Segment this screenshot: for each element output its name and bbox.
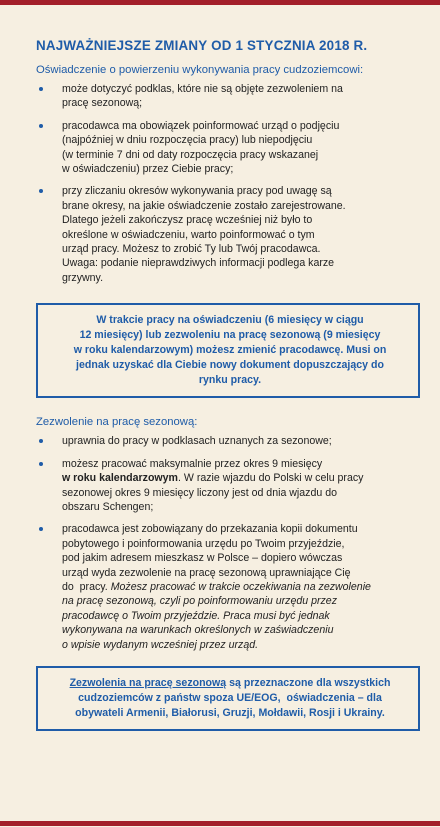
list-item: możesz pracować maksymalnie przez okres 9 miesięcy w roku kalendarzowym. W razie wjazdu do Polski w celu pracy sezonowej okres 9 miesięcy liczony jest od dnia wjazdu do obszaru Schengen; [36, 457, 420, 515]
section-heading-declaration: Oświadczenie o powierzeniu wykonywania pracy cudzoziemcowi: [36, 64, 364, 76]
list-item: uprawnia do pracy w podklasach uznanych za sezonowe; [36, 434, 420, 448]
bullet-icon [39, 462, 43, 466]
bullet-icon [39, 439, 43, 443]
bullet-icon [39, 527, 43, 531]
list-item: pracodawca jest zobowiązany do przekazania kopii dokumentu pobytowego i poinformowania urzędu po Twoim przyjeździe, pod jakim adresem mieszkasz w Polsce – dopiero wówczas urząd wyda zezwolenie na pracę sezonową uprawniające Cię do pracy. Możesz pracować w trakcie oczekiwania na zezwolenie na pracę sezonową, czyli po poinformowaniu urzędu przez pracodawcę o Twoim przyjeździe. Praca musi być jednak wykonywana na warunkach określonych w zaświadczeniu o wpisie wydanym wcześniej przez urząd. [36, 522, 420, 652]
seasonal-permit-list [36, 434, 420, 652]
bullet-icon [39, 124, 43, 128]
list-item: przy zliczaniu okresów wykonywania pracy pod uwagę są brane okresy, na jakie oświadczenie zostało zarejestrowane. Dlatego jeżeli zakończysz pracę wcześniej niż było to określone w oświadczeniu, warto poinformować o tym urząd pracy. Możesz to zrobić Ty lub Twój pracodawca. Uwaga: podanie nieprawdziwych informacji podlega karze grzywny. [36, 184, 420, 285]
bullet-icon [39, 189, 43, 193]
section-heading-seasonal-permit: Zezwolenie na pracę sezonową: [36, 416, 198, 429]
list-item: pracodawca ma obowiązek poinformować urząd o podjęciu (najpóźniej w dniu rozpoczęcia pracy) lub niepodjęciu (w terminie 7 dni od daty rozpoczęcia pracy wskazanej w oświadczeniu) przez Ciebie pracy; [36, 119, 420, 177]
declaration-list [36, 82, 420, 285]
list-item: może dotyczyć podklas, które nie są objęte zezwoleniem na pracę sezonową; [36, 82, 420, 111]
leaflet-content [36, 38, 420, 749]
page-title: NAJWAŻNIEJSZE ZMIANY OD 1 STYCZNIA 2018 R. [36, 38, 368, 53]
bullet-icon [39, 87, 43, 91]
info-box-change-employer: W trakcie pracy na oświadczeniu (6 miesięcy w ciągu 12 miesięcy) lub zezwoleniu na pracę sezonową (9 miesięcy w roku kalendarzowym) możesz zmienić pracodawcę. Musi on jednak uzyskać dla Ciebie nowy dokument dopuszczający do rynku pracy. [36, 303, 420, 398]
top-rule [0, 0, 440, 5]
info-box-eligibility: Zezwolenia na pracę sezonową są przeznaczone dla wszystkich cudzoziemców z państw spoza UE/EOG, oświadczenia – dla obywateli Armenii, Białorusi, Gruzji, Mołdawii, Rosji i Ukrainy. [36, 666, 420, 731]
bottom-rule [0, 821, 440, 826]
seasonal-permit-link[interactable]: Zezwolenia na pracę sezonową [69, 676, 227, 689]
